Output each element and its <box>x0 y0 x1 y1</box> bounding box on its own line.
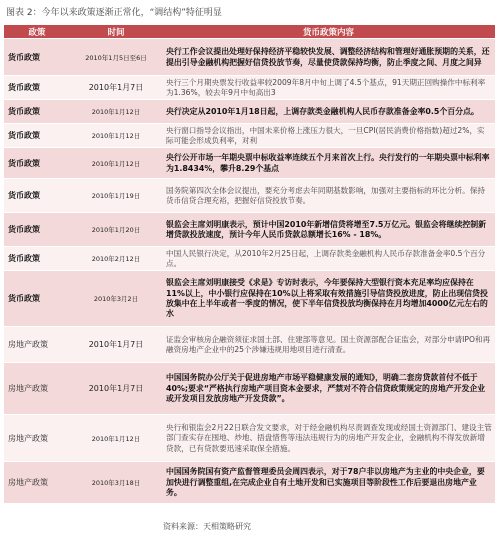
row-content <box>162 462 495 503</box>
row-policy: 货币政策 <box>4 271 70 327</box>
row-policy: 货币政策 <box>4 179 70 213</box>
row-content <box>162 247 495 271</box>
table-row <box>4 363 495 415</box>
table-row <box>4 76 495 100</box>
row-content-text: 中国人民银行决定，从2010年2月25日起，上调存款类金融机构人民币存款准备金率0.5个百分点。 <box>166 248 486 268</box>
row-date: 2010年1月20日 <box>70 213 162 247</box>
row-date: 2010年1月5日至6日 <box>70 39 162 76</box>
row-content-text: 央行窗口指导会议指出，中国未来价格上涨压力很大，一旦CPI(居民消费价格指数)超过2%，实际可能会形成负利率，对利 <box>166 125 485 145</box>
row-date: 2010年3月18日 <box>70 462 162 503</box>
row-policy: 房地产政策 <box>4 415 70 462</box>
row-date: 2010年1月12日 <box>70 148 162 179</box>
row-content <box>162 100 495 124</box>
header-policy: 政策 <box>4 25 70 39</box>
table-row <box>4 124 495 148</box>
row-date: 2010年1月7日 <box>70 76 162 100</box>
row-date: 2010年3月2日 <box>70 271 162 327</box>
source-note: 资料来源：天相策略研究 <box>163 522 251 531</box>
table-row <box>4 271 495 327</box>
row-content <box>162 415 495 462</box>
row-date: 2010年1月12日 <box>70 415 162 462</box>
table-row <box>4 148 495 179</box>
row-date: 2010年1月19日 <box>70 179 162 213</box>
policy-table <box>4 25 495 503</box>
figure-caption: 图表 2：今年以来政策逐渐正常化，“调结构”特征明显 <box>6 8 222 18</box>
row-content <box>162 327 495 363</box>
header-date: 时间 <box>70 25 162 39</box>
header-content: 货币政策内容 <box>162 25 495 39</box>
row-date: 2010年1月12日 <box>70 100 162 124</box>
row-content-text: 国务院第四次全体会议提出，要充分考虑去年同期基数影响，加强对主要指标的环比分析。保持货币信贷合理充裕，把握好信贷投放节奏。 <box>166 185 485 205</box>
row-date: 2010年2月12日 <box>70 247 162 271</box>
table-row <box>4 247 495 271</box>
row-policy: 货币政策 <box>4 100 70 124</box>
row-content <box>162 179 495 213</box>
row-date: 2010年1月12日 <box>70 124 162 148</box>
row-content-text: 中国国务院办公厅关于促进房地产市场平稳健康发展的通知》，明确二套房贷款首付不低于40%;要求“严格执行房地产项目资本金要求，严禁对不符合信贷政策规定的房地产开发企业或开发项目发放房地产开发贷款”。 <box>166 373 486 404</box>
row-policy: 房地产政策 <box>4 363 70 415</box>
table-row <box>4 213 495 247</box>
row-content-text: 央行工作会议提出处理好保持经济平稳较快发展、调整经济结构和管理好通胀预期的关系，还提出引导金融机构把握好信贷投放节奏，尽量使贷款保持均衡，防止季度之间、月度之间异 <box>166 47 490 67</box>
table-row <box>4 415 495 462</box>
row-content-text: 银监会主席刘明康表示，预计中国2010年新增信贷将增至7.5万亿元。银监会将继续控制新增贷款投放速度，预计今年人民币贷款总额增长16% - 18%。 <box>166 219 487 239</box>
table-header-row <box>4 25 495 39</box>
row-content-text: 中国国务院国有资产监督管理委员会周四表示，对于78户非以房地产为主业的中央企业，要加快进行调整重组,在完成企业自有土地开发和已实施项目等阶段性工作后要退出房地产业务。 <box>166 467 485 497</box>
row-content-text: 证监会审核房企融资须征求国土部、住建部等意见。国土资源部配合证监会，对部分申请IPO和再融资房地产企业中的25个涉嫌违规用地项目进行清查。 <box>166 334 491 354</box>
row-policy: 货币政策 <box>4 39 70 76</box>
row-policy: 房地产政策 <box>4 462 70 503</box>
row-policy: 货币政策 <box>4 148 70 179</box>
row-policy: 货币政策 <box>4 247 70 271</box>
row-content <box>162 363 495 415</box>
row-content-text: 央行和银监会2月22日联合发文要求，对于经金融机构尽责调查发现或经国土资源部门、建设主管部门查实存在囤地、炒地、捂盘惜售等违法违规行为的房地产开发企业，金融机构不得发放新增贷款，已有贷款要迅速采取保全措施。 <box>166 422 492 453</box>
row-content-text: 央行决定从2010年1月18日起，上调存款类金融机构人民币存款准备金率0.5个百分点。 <box>166 106 479 116</box>
row-date: 2010年1月7日 <box>70 363 162 415</box>
table-body <box>4 39 495 503</box>
row-content <box>162 124 495 148</box>
row-date: 2010年1月7日 <box>70 327 162 363</box>
row-policy: 货币政策 <box>4 76 70 100</box>
row-content-text: 央行三个月期央票发行收益率较2009年8月中旬上调了4.5个基点，91天期正回购操作中标利率为1.36%，较去年9月中旬高出3 <box>166 77 486 97</box>
table-row <box>4 39 495 76</box>
row-content-text: 央行公开市场一年期央票中标收益率连续五个月来首次上行。央行发行的一年期央票中标利率为1.8434%，攀升8.29个基点 <box>166 153 490 173</box>
row-policy: 货币政策 <box>4 213 70 247</box>
row-content <box>162 213 495 247</box>
table-row <box>4 100 495 124</box>
row-content <box>162 39 495 76</box>
table-row <box>4 327 495 363</box>
row-policy: 货币政策 <box>4 124 70 148</box>
row-content <box>162 76 495 100</box>
row-content <box>162 148 495 179</box>
row-content <box>162 271 495 327</box>
table-row <box>4 179 495 213</box>
table-row <box>4 462 495 503</box>
row-policy: 房地产政策 <box>4 327 70 363</box>
row-content-text: 银监会主席刘明康接受《求是》专访时表示，今年要保持大型银行资本充足率均应保持在11%以上，中小银行应保持在10%以上将采取有效措施引导信贷投放进度，防止出现信贷投放集中在上半年或者一季度的情况，使下半年信贷投放均衡保持在月均增加4000亿元左右的水 <box>166 278 488 319</box>
